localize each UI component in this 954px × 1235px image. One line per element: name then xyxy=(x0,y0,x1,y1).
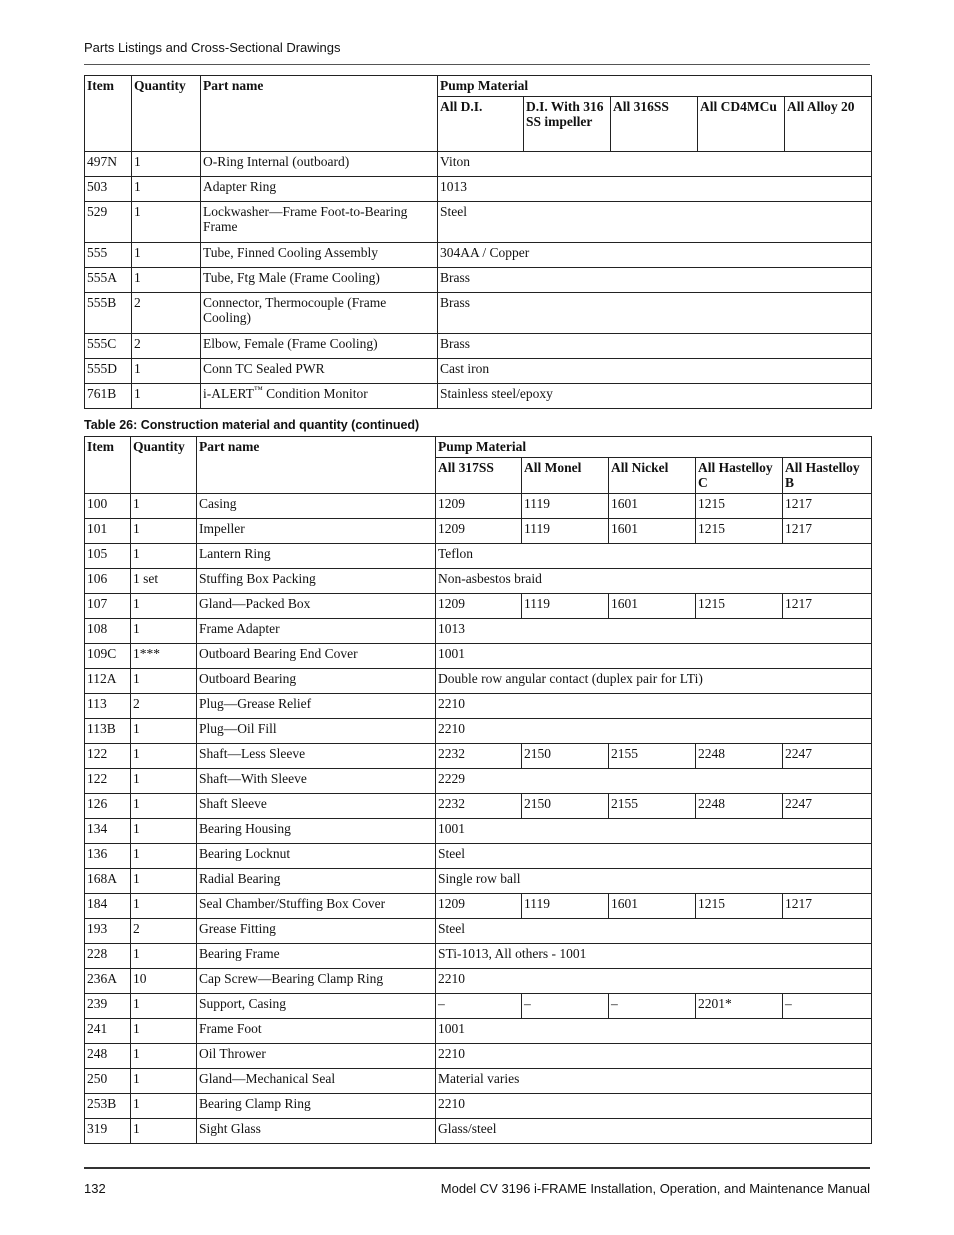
table-row xyxy=(85,819,872,844)
quantity-cell: 1 xyxy=(131,869,197,894)
material-cell: 2232 xyxy=(436,744,522,769)
material-cell: 1217 xyxy=(783,494,872,519)
item-cell: 228 xyxy=(85,944,131,969)
quantity-cell: 1 xyxy=(131,844,197,869)
col-header-quantity: Quantity xyxy=(131,437,197,494)
item-cell: 112A xyxy=(85,669,131,694)
item-cell: 122 xyxy=(85,744,131,769)
item-cell: 168A xyxy=(85,869,131,894)
table-row xyxy=(85,1094,872,1119)
material-cell: Brass xyxy=(438,334,872,359)
table-row xyxy=(85,1019,872,1044)
part-name-cell: Frame Adapter xyxy=(197,619,436,644)
material-cell: 1215 xyxy=(696,494,783,519)
material-cell: 1217 xyxy=(783,894,872,919)
table-row xyxy=(85,594,872,619)
quantity-cell: 2 xyxy=(131,694,197,719)
item-cell: 239 xyxy=(85,994,131,1019)
table-row xyxy=(85,519,872,544)
item-cell: 113B xyxy=(85,719,131,744)
quantity-cell: 1 xyxy=(131,794,197,819)
table-row xyxy=(85,869,872,894)
table-row xyxy=(85,669,872,694)
part-name-cell: Bearing Locknut xyxy=(197,844,436,869)
item-cell: 555 xyxy=(85,243,132,268)
quantity-cell: 1*** xyxy=(131,644,197,669)
material-cell: 1119 xyxy=(522,894,609,919)
item-cell: 113 xyxy=(85,694,131,719)
material-cell: 2248 xyxy=(696,794,783,819)
material-cell: 1119 xyxy=(522,494,609,519)
material-cell: 2247 xyxy=(783,794,872,819)
item-cell: 761B xyxy=(85,384,132,409)
material-cell: 2210 xyxy=(436,969,872,994)
material-cell: 2201* xyxy=(696,994,783,1019)
quantity-cell: 1 xyxy=(132,177,201,202)
part-name-cell: Tube, Finned Cooling Assembly xyxy=(201,243,438,268)
material-cell: Glass/steel xyxy=(436,1119,872,1144)
col-header-material: D.I. With 316 SS impeller xyxy=(524,97,611,152)
table-row xyxy=(85,719,872,744)
material-cell: 1013 xyxy=(438,177,872,202)
table-row xyxy=(85,1119,872,1144)
quantity-cell: 1 set xyxy=(131,569,197,594)
material-cell: – xyxy=(522,994,609,1019)
quantity-cell: 1 xyxy=(131,619,197,644)
item-cell: 101 xyxy=(85,519,131,544)
table-row xyxy=(85,769,872,794)
item-cell: 105 xyxy=(85,544,131,569)
table-row xyxy=(85,334,872,359)
table-row xyxy=(85,384,872,409)
material-cell: 1601 xyxy=(609,494,696,519)
item-cell: 108 xyxy=(85,619,131,644)
material-cell: 2150 xyxy=(522,794,609,819)
quantity-cell: 1 xyxy=(131,594,197,619)
material-cell: Steel xyxy=(436,844,872,869)
part-name-cell: Connector, Thermocouple (Frame Cooling) xyxy=(201,293,438,334)
material-cell: 1001 xyxy=(436,644,872,669)
quantity-cell: 1 xyxy=(131,494,197,519)
material-cell: STi-1013, All others - 1001 xyxy=(436,944,872,969)
item-cell: 253B xyxy=(85,1094,131,1119)
material-cell: Steel xyxy=(436,919,872,944)
part-name-cell: Gland—Packed Box xyxy=(197,594,436,619)
col-header-quantity: Quantity xyxy=(132,76,201,152)
item-cell: 106 xyxy=(85,569,131,594)
col-header-material: All Hastelloy B xyxy=(783,458,872,494)
material-cell: Double row angular contact (duplex pair for LTi) xyxy=(436,669,872,694)
part-name-cell: Plug—Grease Relief xyxy=(197,694,436,719)
material-cell: Viton xyxy=(438,152,872,177)
col-header-item: Item xyxy=(85,437,131,494)
part-name-cell: Stuffing Box Packing xyxy=(197,569,436,594)
quantity-cell: 1 xyxy=(131,1119,197,1144)
part-name-cell: Bearing Clamp Ring xyxy=(197,1094,436,1119)
quantity-cell: 1 xyxy=(131,1044,197,1069)
table-row xyxy=(85,494,872,519)
part-name-cell: Frame Foot xyxy=(197,1019,436,1044)
material-cell: 1209 xyxy=(436,494,522,519)
material-cell: 2248 xyxy=(696,744,783,769)
table-row xyxy=(85,894,872,919)
material-cell: 304AA / Copper xyxy=(438,243,872,268)
quantity-cell: 1 xyxy=(132,202,201,243)
part-name-cell: Tube, Ftg Male (Frame Cooling) xyxy=(201,268,438,293)
material-cell: Stainless steel/epoxy xyxy=(438,384,872,409)
material-cell: 2210 xyxy=(436,719,872,744)
material-cell: 1209 xyxy=(436,894,522,919)
quantity-cell: 1 xyxy=(131,1094,197,1119)
quantity-cell: 1 xyxy=(131,669,197,694)
quantity-cell: 10 xyxy=(131,969,197,994)
part-name-cell: Casing xyxy=(197,494,436,519)
table-row xyxy=(85,944,872,969)
col-header-material: All 316SS xyxy=(611,97,698,152)
material-cell: 1215 xyxy=(696,894,783,919)
part-name-cell: Shaft—Less Sleeve xyxy=(197,744,436,769)
material-cell: Non-asbestos braid xyxy=(436,569,872,594)
part-name-cell: Outboard Bearing End Cover xyxy=(197,644,436,669)
manual-title: Model CV 3196 i-FRAME Installation, Operation, and Maintenance Manual xyxy=(440,1181,870,1196)
col-header-pump-material: Pump Material xyxy=(436,437,872,458)
material-cell: 1119 xyxy=(522,594,609,619)
table-row xyxy=(85,152,872,177)
item-cell: 122 xyxy=(85,769,131,794)
table-row xyxy=(85,919,872,944)
table-body xyxy=(85,494,872,1144)
quantity-cell: 2 xyxy=(132,293,201,334)
item-cell: 555A xyxy=(85,268,132,293)
part-name-cell: Sight Glass xyxy=(197,1119,436,1144)
part-name-cell: Impeller xyxy=(197,519,436,544)
col-header-material: All Hastelloy C xyxy=(696,458,783,494)
table-row xyxy=(85,969,872,994)
quantity-cell: 2 xyxy=(132,334,201,359)
table-row xyxy=(85,359,872,384)
part-name-cell: Shaft Sleeve xyxy=(197,794,436,819)
quantity-cell: 1 xyxy=(132,268,201,293)
material-cell: 2210 xyxy=(436,1094,872,1119)
header-rule xyxy=(84,64,870,65)
col-header-material: All D.I. xyxy=(438,97,524,152)
part-name-cell: Bearing Frame xyxy=(197,944,436,969)
quantity-cell: 1 xyxy=(132,152,201,177)
item-cell: 236A xyxy=(85,969,131,994)
part-name-cell: Seal Chamber/Stuffing Box Cover xyxy=(197,894,436,919)
quantity-cell: 1 xyxy=(131,994,197,1019)
material-cell: 1217 xyxy=(783,594,872,619)
material-cell: 2210 xyxy=(436,1044,872,1069)
item-cell: 134 xyxy=(85,819,131,844)
table-row xyxy=(85,994,872,1019)
part-name-cell: Radial Bearing xyxy=(197,869,436,894)
table-row xyxy=(85,544,872,569)
part-name-cell: Gland—Mechanical Seal xyxy=(197,1069,436,1094)
table-row xyxy=(85,1044,872,1069)
material-cell: 1601 xyxy=(609,894,696,919)
item-cell: 529 xyxy=(85,202,132,243)
trademark-symbol: ™ xyxy=(253,384,263,395)
table-row xyxy=(85,268,872,293)
material-cell: 1215 xyxy=(696,519,783,544)
material-cell: 2150 xyxy=(522,744,609,769)
item-cell: 555D xyxy=(85,359,132,384)
quantity-cell: 1 xyxy=(132,243,201,268)
material-cell: Teflon xyxy=(436,544,872,569)
page-number: 132 xyxy=(84,1181,106,1196)
material-cell: Material varies xyxy=(436,1069,872,1094)
table-row xyxy=(85,744,872,769)
quantity-cell: 1 xyxy=(131,944,197,969)
quantity-cell: 1 xyxy=(131,769,197,794)
table-row xyxy=(85,569,872,594)
item-cell: 319 xyxy=(85,1119,131,1144)
material-cell: – xyxy=(609,994,696,1019)
material-cell: Single row ball xyxy=(436,869,872,894)
material-cell: Steel xyxy=(438,202,872,243)
quantity-cell: 1 xyxy=(131,1019,197,1044)
material-cell: Cast iron xyxy=(438,359,872,384)
construction-material-table xyxy=(84,436,872,1144)
col-header-material: All CD4MCu xyxy=(698,97,785,152)
material-cell: 1601 xyxy=(609,594,696,619)
material-cell: 1209 xyxy=(436,519,522,544)
material-cell: 1001 xyxy=(436,1019,872,1044)
part-name-cell: O-Ring Internal (outboard) xyxy=(201,152,438,177)
part-name-cell: Oil Thrower xyxy=(197,1044,436,1069)
material-cell: 2232 xyxy=(436,794,522,819)
table-row xyxy=(85,619,872,644)
part-name-cell: Lockwasher—Frame Foot-to-Bearing Frame xyxy=(201,202,438,243)
col-header-item: Item xyxy=(85,76,132,152)
table-row xyxy=(85,644,872,669)
material-cell: Brass xyxy=(438,268,872,293)
running-header: Parts Listings and Cross-Sectional Drawings xyxy=(84,40,341,55)
item-cell: 248 xyxy=(85,1044,131,1069)
material-cell: Brass xyxy=(438,293,872,334)
item-cell: 241 xyxy=(85,1019,131,1044)
item-cell: 184 xyxy=(85,894,131,919)
table-row xyxy=(85,794,872,819)
quantity-cell: 1 xyxy=(131,819,197,844)
quantity-cell: 1 xyxy=(131,894,197,919)
col-header-material: All Alloy 20 xyxy=(785,97,872,152)
quantity-cell: 2 xyxy=(131,919,197,944)
table-row xyxy=(85,243,872,268)
part-name-cell: Cap Screw—Bearing Clamp Ring xyxy=(197,969,436,994)
part-name-cell: Plug—Oil Fill xyxy=(197,719,436,744)
part-name-text: i-ALERT xyxy=(203,386,254,401)
item-cell: 250 xyxy=(85,1069,131,1094)
col-header-material: All Monel xyxy=(522,458,609,494)
material-cell: 1217 xyxy=(783,519,872,544)
quantity-cell: 1 xyxy=(132,359,201,384)
quantity-cell: 1 xyxy=(132,384,201,409)
table-row xyxy=(85,293,872,334)
part-name-text: Condition Monitor xyxy=(262,386,368,401)
quantity-cell: 1 xyxy=(131,519,197,544)
part-name-cell: Outboard Bearing xyxy=(197,669,436,694)
item-cell: 100 xyxy=(85,494,131,519)
col-header-material: All Nickel xyxy=(609,458,696,494)
material-cell: 2210 xyxy=(436,694,872,719)
part-name-cell: Shaft—With Sleeve xyxy=(197,769,436,794)
material-cell: 1215 xyxy=(696,594,783,619)
parts-table-continued-top xyxy=(84,75,872,409)
quantity-cell: 1 xyxy=(131,544,197,569)
table-row xyxy=(85,844,872,869)
quantity-cell: 1 xyxy=(131,1069,197,1094)
col-header-pump-material: Pump Material xyxy=(438,76,872,97)
material-cell: 2155 xyxy=(609,744,696,769)
part-name-cell: Adapter Ring xyxy=(201,177,438,202)
item-cell: 503 xyxy=(85,177,132,202)
quantity-cell: 1 xyxy=(131,719,197,744)
material-cell: – xyxy=(783,994,872,1019)
material-cell: 1119 xyxy=(522,519,609,544)
item-cell: 109C xyxy=(85,644,131,669)
col-header-part-name: Part name xyxy=(201,76,438,152)
material-cell: 1209 xyxy=(436,594,522,619)
quantity-cell: 1 xyxy=(131,744,197,769)
item-cell: 555B xyxy=(85,293,132,334)
material-cell: 1001 xyxy=(436,819,872,844)
material-cell: 2229 xyxy=(436,769,872,794)
material-cell: 2247 xyxy=(783,744,872,769)
col-header-part-name: Part name xyxy=(197,437,436,494)
table-row xyxy=(85,202,872,243)
part-name-cell: Elbow, Female (Frame Cooling) xyxy=(201,334,438,359)
part-name-cell: Lantern Ring xyxy=(197,544,436,569)
material-cell: – xyxy=(436,994,522,1019)
part-name-cell: Bearing Housing xyxy=(197,819,436,844)
part-name-cell: Conn TC Sealed PWR xyxy=(201,359,438,384)
table-row xyxy=(85,1069,872,1094)
part-name-cell: Support, Casing xyxy=(197,994,436,1019)
col-header-material: All 317SS xyxy=(436,458,522,494)
item-cell: 136 xyxy=(85,844,131,869)
item-cell: 107 xyxy=(85,594,131,619)
item-cell: 126 xyxy=(85,794,131,819)
item-cell: 555C xyxy=(85,334,132,359)
part-name-cell: Grease Fitting xyxy=(197,919,436,944)
item-cell: 497N xyxy=(85,152,132,177)
material-cell: 1601 xyxy=(609,519,696,544)
part-name-cell xyxy=(201,384,438,409)
material-cell: 1013 xyxy=(436,619,872,644)
footer-rule xyxy=(84,1167,870,1169)
material-cell: 2155 xyxy=(609,794,696,819)
table-row xyxy=(85,177,872,202)
table-row xyxy=(85,694,872,719)
table-caption: Table 26: Construction material and quantity (continued) xyxy=(84,418,420,432)
item-cell: 193 xyxy=(85,919,131,944)
